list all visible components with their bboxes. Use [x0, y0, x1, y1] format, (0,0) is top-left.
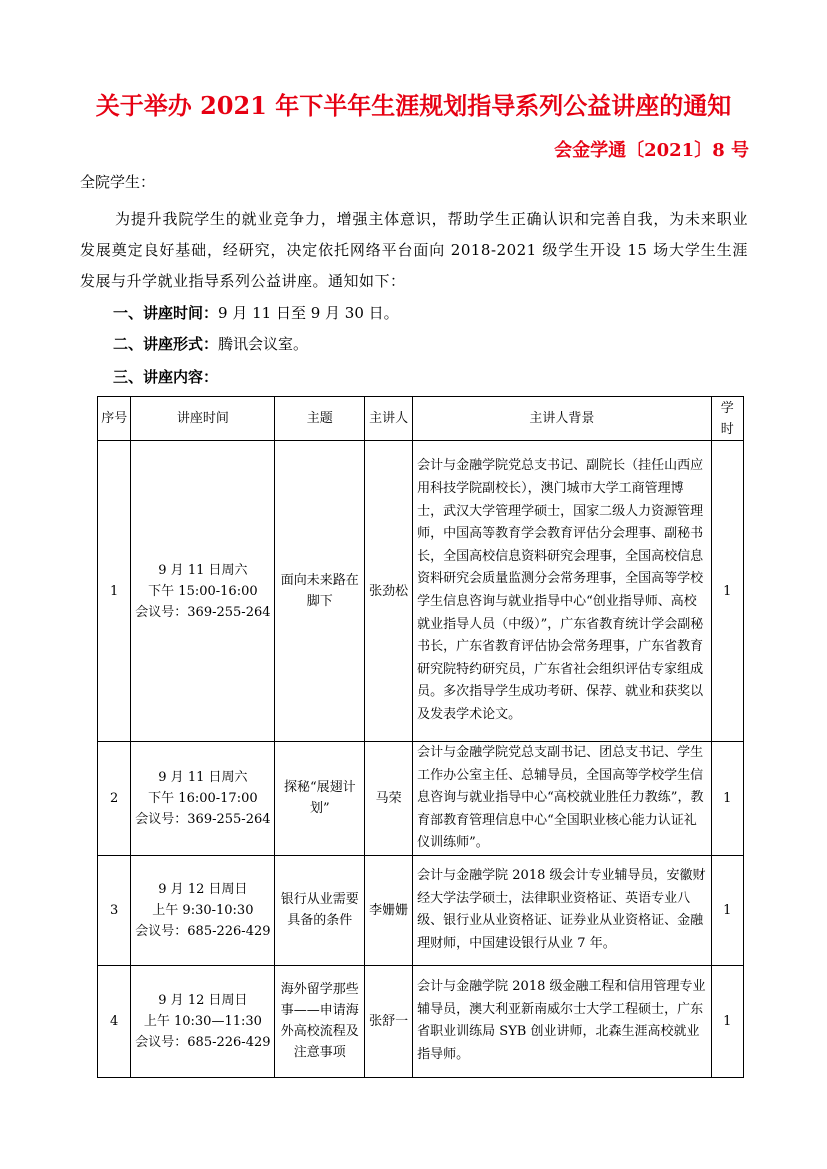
header-hours: 学时 — [711, 397, 743, 441]
table-row — [98, 441, 744, 742]
row-topic: 探秘“展翅计划” — [275, 742, 365, 856]
row-time — [131, 855, 275, 965]
header-topic: 主题 — [275, 397, 365, 441]
row-hours: 1 — [711, 441, 743, 742]
section-time-value: 9 月 11 日至 9 月 30 日。 — [218, 304, 399, 322]
row-hours: 1 — [711, 965, 743, 1077]
row-meeting-id: 会议号：685-226-429 — [135, 1034, 271, 1050]
document-number: 会金学通〔2021〕8 号 — [554, 140, 749, 161]
row-slot: 下午 15:00-16:00 — [148, 583, 258, 599]
header-time: 讲座时间 — [131, 397, 275, 441]
row-topic: 面向未来路在脚下 — [275, 441, 365, 742]
row-time — [131, 441, 275, 742]
table-header-row — [98, 397, 744, 441]
row-hours: 1 — [711, 742, 743, 856]
row-no: 1 — [98, 441, 131, 742]
section-format-label: 二、讲座形式： — [113, 335, 219, 353]
table-row — [98, 855, 744, 965]
row-slot: 上午 9:30-10:30 — [152, 902, 254, 918]
row-speaker: 马荣 — [365, 742, 413, 856]
section-format — [113, 333, 308, 354]
row-background: 会计与金融学院党总支书记、副院长（挂任山西应用科技学院副校长），澳门城市大学工商管理博士，武汉大学管理学硕士，国家二级人力资源管理师，中国高等教育学会教育评估分会理事、副秘书长，全国高校信息资料研究会理事，全国高校信息资料研究会质量监测分会常务理事，全国高等学校学生信息咨询与就业指导中心“创业指导师、高校就业指导人员（中级）”，广东省教育统计学会副秘书长，广东省教育评估协会常务理事，广东省教育研究院特约研究员，广东省社会组织评估专家组成员。多次指导学生成功考研、保荐、就业和获奖以及发表学术论文。 — [413, 441, 711, 742]
table-row — [98, 742, 744, 856]
row-speaker: 李姗姗 — [365, 855, 413, 965]
row-speaker: 张舒一 — [365, 965, 413, 1077]
row-date: 9 月 12 日周日 — [158, 992, 248, 1008]
header-background: 主讲人背景 — [413, 397, 711, 441]
row-no: 2 — [98, 742, 131, 856]
row-meeting-id: 会议号：369-255-264 — [135, 604, 271, 620]
table-row — [98, 965, 744, 1077]
row-date: 9 月 11 日周六 — [158, 562, 248, 578]
lecture-table — [97, 396, 744, 1078]
section-content — [113, 366, 218, 387]
row-no: 4 — [98, 965, 131, 1077]
row-no: 3 — [98, 855, 131, 965]
row-slot: 上午 10:30—11:30 — [143, 1013, 262, 1029]
row-meeting-id: 会议号：685-226-429 — [135, 923, 271, 939]
row-background: 会计与金融学院党总支副书记、团总支书记、学生工作办公室主任、总辅导员，全国高等学校学生信息咨询与就业指导中心“高校就业胜任力教练”，教育部教育管理信息中心“全国职业核心能力认证礼仪训练师”。 — [413, 742, 711, 856]
intro-paragraph: 为提升我院学生的就业竞争力，增强主体意识，帮助学生正确认识和完善自我，为未来职业发展奠定良好基础，经研究，决定依托网络平台面向 2018-2021 级学生开设 15 场大学生生涯发展与升学就业指导系列公益讲座。通知如下： — [80, 210, 748, 290]
section-time-label: 一、讲座时间： — [113, 304, 219, 322]
row-slot: 下午 16:00-17:00 — [148, 790, 258, 806]
row-background: 会计与金融学院 2018 级金融工程和信用管理专业辅导员，澳大利亚新南威尔士大学工程硕士，广东省职业训练局 SYB 创业讲师，北森生涯高校就业指导师。 — [413, 965, 711, 1077]
header-speaker: 主讲人 — [365, 397, 413, 441]
row-hours: 1 — [711, 855, 743, 965]
section-content-label: 三、讲座内容： — [113, 368, 219, 386]
row-topic: 海外留学那些事——申请海外高校流程及注意事项 — [275, 965, 365, 1077]
notice-title: 关于举办 2021 年下半年生涯规划指导系列公益讲座的通知 — [95, 91, 732, 120]
row-meeting-id: 会议号：369-255-264 — [135, 811, 271, 827]
section-format-value: 腾讯会议室。 — [218, 335, 309, 353]
row-topic: 银行从业需要具备的条件 — [275, 855, 365, 965]
row-date: 9 月 12 日周日 — [158, 881, 248, 897]
row-time — [131, 742, 275, 856]
row-background: 会计与金融学院 2018 级会计专业辅导员，安徽财经大学法学硕士，法律职业资格证、英语专业八级、银行业从业资格证、证券业从业资格证、金融理财师，中国建设银行从业 7 年。 — [413, 855, 711, 965]
section-time — [113, 302, 399, 323]
header-no: 序号 — [98, 397, 131, 441]
row-speaker: 张劲松 — [365, 441, 413, 742]
row-date: 9 月 11 日周六 — [158, 769, 248, 785]
greeting: 全院学生： — [80, 173, 156, 191]
row-time — [131, 965, 275, 1077]
